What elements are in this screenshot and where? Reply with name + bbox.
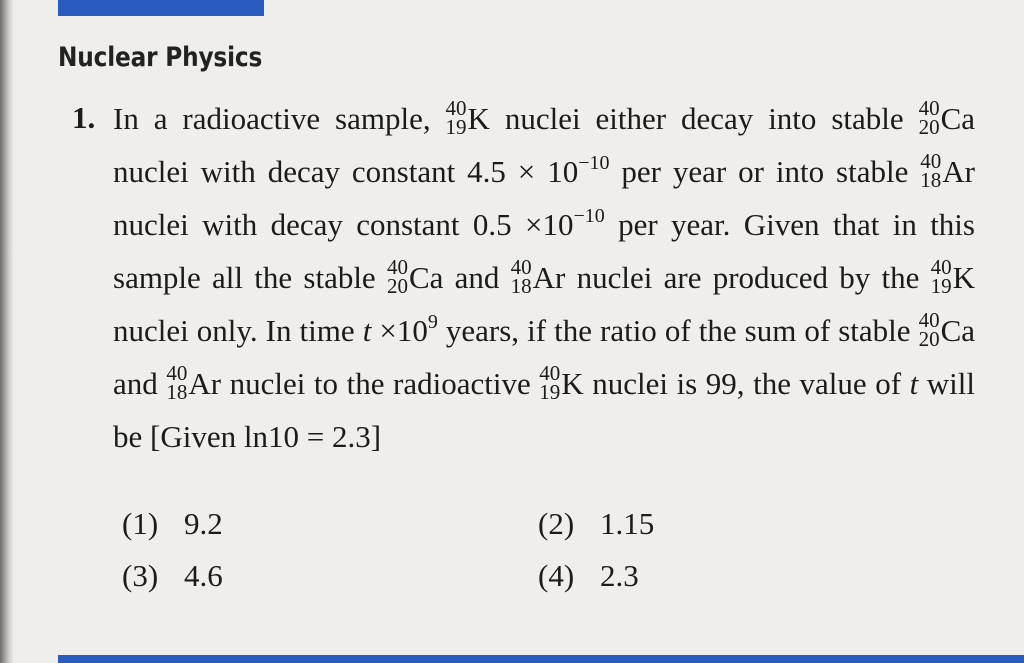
option-2[interactable] [538, 506, 654, 542]
exponent: −10 [573, 205, 605, 227]
option-value: 4.6 [184, 558, 223, 593]
atomic-number: 20 [386, 273, 408, 298]
atomic-number: 19 [445, 114, 467, 139]
option-number: (2) [538, 506, 575, 541]
question-text-segment: per year. Given that in this sample all the stable [113, 207, 975, 295]
option-1[interactable] [122, 506, 223, 542]
mass-number: 40 [918, 95, 940, 120]
variable-t: t [909, 366, 919, 401]
exponent: −10 [578, 152, 610, 174]
nuclide-potassium [931, 251, 975, 304]
question-text-segment: and [454, 260, 500, 295]
option-value: 1.15 [600, 506, 655, 541]
nuclide-calcium [919, 92, 975, 145]
element-symbol: Ca [940, 101, 976, 136]
page-binding-shadow [0, 0, 14, 663]
element-symbol: Ca [408, 260, 444, 295]
mass-number: 40 [918, 307, 940, 332]
mass-number: 40 [920, 148, 942, 173]
nuclide-calcium [919, 304, 975, 357]
nuclide-argon [166, 357, 221, 410]
element-symbol: Ca [940, 313, 976, 348]
atomic-number: 19 [930, 273, 952, 298]
section-heading: Nuclear Physics [58, 42, 263, 73]
option-number: (1) [122, 506, 159, 541]
element-symbol: K [561, 366, 584, 401]
atomic-number: 18 [166, 379, 188, 404]
question-text-segment: nuclei either decay into stable [504, 101, 904, 136]
question-text-segment: will be [Given ln10 = 2.3] [113, 366, 976, 454]
option-3[interactable] [122, 558, 223, 594]
element-symbol: K [952, 260, 976, 295]
option-value: 9.2 [184, 506, 223, 541]
bottom-color-bar [58, 655, 1024, 663]
question-text-segment: ×10 [379, 313, 428, 348]
element-symbol: Ar [188, 366, 222, 401]
question-text-segment: nuclei with decay constant 4.5 × 10 [113, 154, 579, 189]
option-value: 2.3 [600, 558, 639, 593]
question-text-segment: per year or into stable [621, 154, 909, 189]
mass-number: 40 [510, 254, 532, 279]
question-text-segment: nuclei only. In time [113, 313, 355, 348]
atomic-number: 19 [539, 379, 561, 404]
variable-t: t [362, 313, 372, 348]
question-number: 1. [72, 100, 96, 135]
option-number: (4) [538, 558, 575, 593]
atomic-number: 18 [920, 167, 942, 192]
mass-number: 40 [930, 254, 952, 279]
nuclide-argon [511, 251, 566, 304]
question-text-segment: nuclei with decay constant 0.5 ×10 [113, 207, 574, 242]
question-text-segment: nuclei are produced by the [576, 260, 920, 295]
mass-number: 40 [166, 360, 188, 385]
question-text-segment: In a radioactive sample, [113, 101, 431, 136]
mass-number: 40 [539, 360, 561, 385]
question-text-segment: nuclei is 99, the value of [592, 366, 902, 401]
top-color-bar [58, 0, 264, 16]
exponent: 9 [427, 311, 438, 333]
option-number: (3) [122, 558, 159, 593]
nuclide-potassium [446, 92, 490, 145]
element-symbol: K [467, 101, 490, 136]
nuclide-calcium [387, 251, 443, 304]
question-text-segment: and [113, 366, 158, 401]
element-symbol: Ar [942, 154, 976, 189]
question-text-segment: years, if the ratio of the sum of stable [445, 313, 911, 348]
atomic-number: 18 [510, 273, 532, 298]
option-4[interactable] [538, 558, 639, 594]
mass-number: 40 [386, 254, 408, 279]
element-symbol: Ar [532, 260, 566, 295]
atomic-number: 20 [918, 114, 940, 139]
atomic-number: 20 [918, 326, 940, 351]
question-text-segment: nuclei to the radioactive [229, 366, 531, 401]
question-text [113, 92, 975, 463]
nuclide-argon [920, 145, 975, 198]
mass-number: 40 [445, 95, 467, 120]
nuclide-potassium [539, 357, 583, 410]
